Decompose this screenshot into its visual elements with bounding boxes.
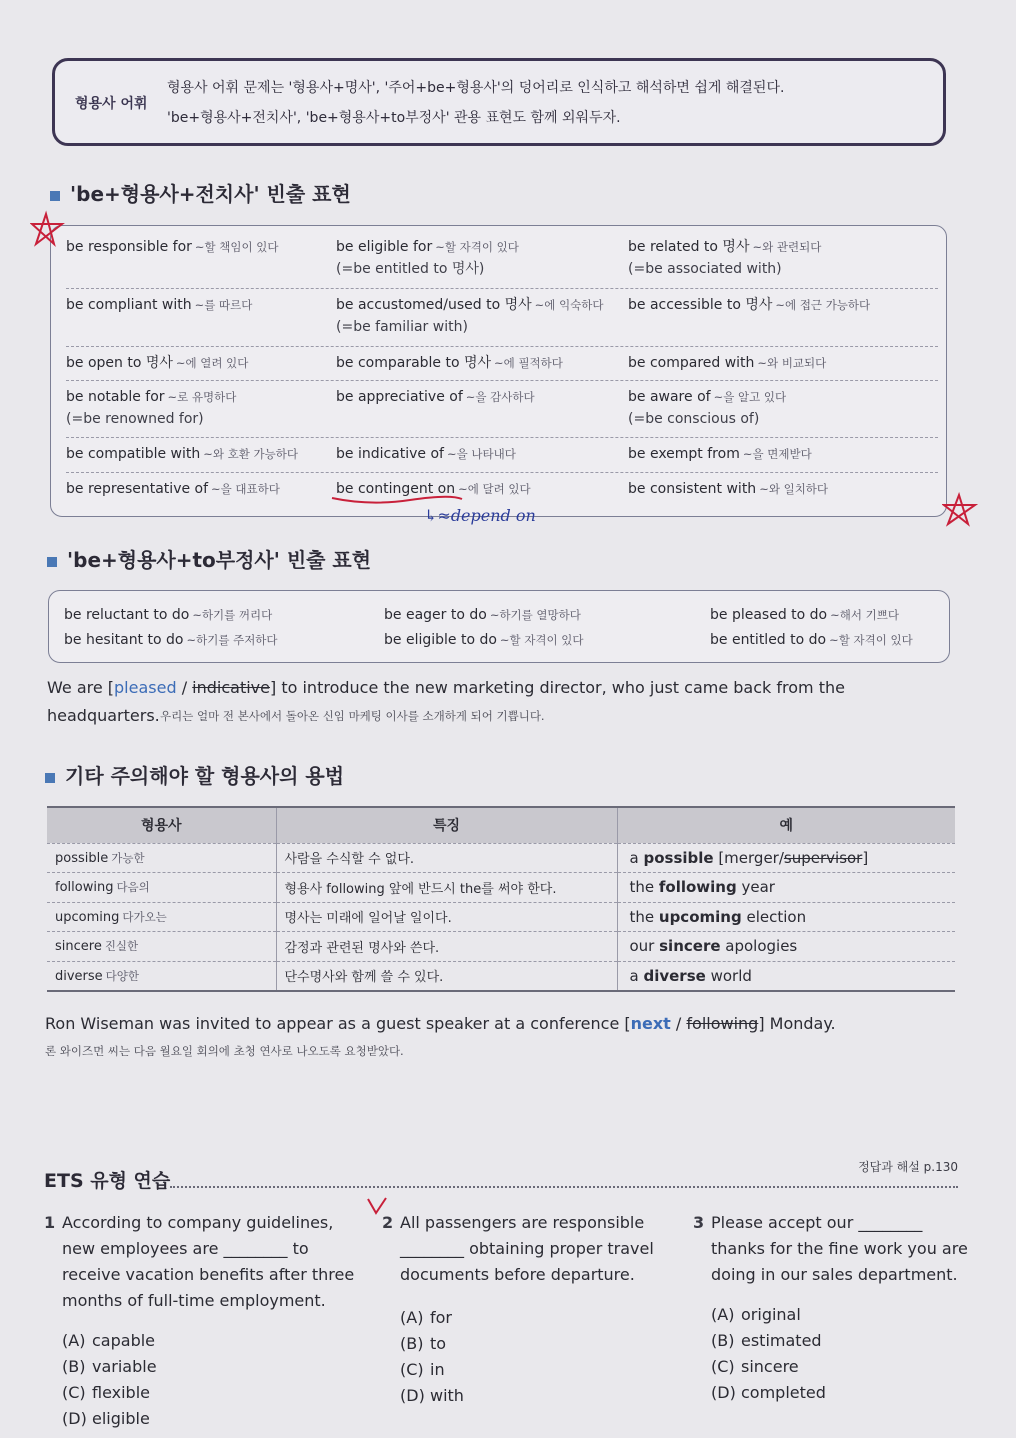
adjective-cell: diverse 다양한	[47, 961, 276, 991]
expression-english: be compatible with	[66, 446, 201, 462]
row-divider	[66, 437, 938, 438]
answer-option[interactable]: (A) original	[711, 1305, 801, 1324]
expression-english: be hesitant to do	[64, 632, 184, 648]
question-stem: According to company guidelines, new employees are ________ to receive vacation benefits after three months of full-time employment.	[62, 1213, 355, 1310]
expression-item	[66, 294, 252, 316]
question-3	[693, 1210, 968, 1402]
example-translation-2: 론 와이즈먼 씨는 다음 월요일 회의에 초청 연사로 나오도록 요청받았다.	[45, 1044, 404, 1058]
expression-korean: ~할 책임이 있다	[194, 240, 279, 254]
expression-korean: ~을 나타내다	[447, 447, 516, 461]
ets-title: ETS 유형 연습	[44, 1170, 171, 1192]
adjective-cell: following 다음의	[47, 873, 276, 903]
expression-item	[628, 443, 812, 465]
question-1	[44, 1210, 355, 1428]
expression-item	[336, 478, 531, 500]
section-title-adj-to: 'be+형용사+to부정사' 빈출 표현	[47, 544, 371, 573]
expression-item	[628, 236, 821, 280]
expression-item	[66, 443, 298, 465]
expression-korean: ~할 자격이 있다	[435, 240, 519, 254]
row-divider	[66, 472, 938, 473]
feature-cell: 형용사 following 앞에 반드시 the를 써야 한다.	[276, 873, 617, 903]
feature-cell: 감정과 관련된 명사와 쓴다.	[276, 932, 617, 962]
table-row	[47, 961, 955, 991]
expression-item	[710, 629, 913, 651]
expression-item	[628, 294, 870, 316]
ets-divider	[170, 1186, 958, 1188]
expression-english: be aware of	[628, 389, 711, 405]
expression-korean: ~하기를 주저하다	[186, 633, 278, 647]
answer-option[interactable]: (C) flexible	[62, 1383, 150, 1402]
question-number: 3	[693, 1213, 705, 1232]
expression-item	[336, 352, 563, 374]
feature-cell: 단수명사와 함께 쓸 수 있다.	[276, 961, 617, 991]
expression-item	[336, 386, 535, 408]
adj-to-box	[48, 590, 950, 663]
feature-cell: 명사는 미래에 일어날 일이다.	[276, 902, 617, 932]
expression-korean: ~할 자격이 있다	[499, 633, 584, 647]
expression-korean: ~하기를 꺼리다	[192, 608, 273, 622]
expression-item	[710, 604, 899, 626]
expression-korean: ~에 익숙하다	[534, 298, 604, 312]
expression-korean: ~와 비교되다	[757, 356, 827, 370]
example-cell: our sincere apologies	[617, 932, 955, 962]
expression-korean: ~로 유명하다	[167, 390, 237, 404]
expression-item	[384, 604, 581, 626]
expression-item	[66, 386, 236, 430]
expression-english: be exempt from	[628, 446, 740, 462]
expression-item	[336, 294, 604, 338]
adjective-cell: upcoming 다가오는	[47, 902, 276, 932]
expression-item	[64, 629, 278, 651]
example-sentence-2: Ron Wiseman was invited to appear as a guest speaker at a conference [next / following] Monday.	[45, 1014, 836, 1033]
example-cell: a diverse world	[617, 961, 955, 991]
adjective-cell: possible 가능한	[47, 843, 276, 873]
answer-option[interactable]: (C) sincere	[711, 1357, 799, 1376]
intro-label: 형용사 어휘	[75, 96, 148, 112]
question-number: 1	[44, 1213, 56, 1232]
expression-english: be compliant with	[66, 297, 192, 313]
expression-korean: ~와 호환 가능하다	[203, 447, 298, 461]
example-cell: the upcoming election	[617, 902, 955, 932]
column-header-example: 예	[617, 807, 955, 843]
table-row	[47, 873, 955, 903]
answer-option[interactable]: (D) with	[400, 1386, 464, 1405]
intro-box	[52, 58, 946, 146]
answer-option[interactable]: (B) estimated	[711, 1331, 822, 1350]
answer-option[interactable]: (C) in	[400, 1360, 445, 1379]
answer-option[interactable]: (A) for	[400, 1308, 452, 1327]
question-number: 2	[382, 1213, 394, 1232]
expression-korean: ~와 일치하다	[759, 482, 829, 496]
row-divider	[66, 380, 938, 381]
square-bullet-icon	[50, 191, 60, 201]
column-header-feature: 특징	[276, 807, 617, 843]
expression-synonym: (=be entitled to 명사)	[336, 261, 485, 277]
example-cell: a possible [merger/supervisor]	[617, 843, 955, 873]
expression-korean: ~를 따르다	[194, 298, 253, 312]
answer-option[interactable]: (A) capable	[62, 1331, 156, 1350]
expression-korean: ~하기를 열망하다	[489, 608, 581, 622]
expression-english: be related to 명사	[628, 239, 750, 255]
intro-line-1: 형용사 어휘 문제는 '형용사+명사', '주어+be+형용사'의 덩어리로 인식하고 해석하면 쉽게 해결된다.	[167, 80, 785, 96]
answer-option[interactable]: (D) eligible	[62, 1409, 150, 1428]
adjective-usage-table	[47, 806, 955, 992]
question-stem: Please accept our ________ thanks for the fine work you are doing in our sales department.	[711, 1213, 968, 1284]
column-header-adjective: 형용사	[47, 807, 276, 843]
expression-english: be pleased to do	[710, 607, 828, 623]
row-divider	[66, 288, 938, 289]
expression-english: be reluctant to do	[64, 607, 190, 623]
table-row	[47, 932, 955, 962]
expression-english: be representative of	[66, 481, 209, 497]
answer-option[interactable]: (D) completed	[711, 1383, 826, 1402]
example-cell: the following year	[617, 873, 955, 903]
expression-korean: ~와 관련되다	[752, 240, 822, 254]
expression-english: be responsible for	[66, 239, 192, 255]
expression-item	[384, 629, 584, 651]
table-row	[47, 843, 955, 873]
row-divider	[66, 346, 938, 347]
question-2	[382, 1210, 654, 1405]
expression-synonym: (=be renowned for)	[66, 411, 204, 427]
section-title-adj-prep: 'be+형용사+전치사' 빈출 표현	[50, 178, 351, 207]
square-bullet-icon	[47, 557, 57, 567]
expression-korean: ~에 열려 있다	[175, 356, 249, 370]
expression-english: be notable for	[66, 389, 165, 405]
expression-korean: ~할 자격이 있다	[829, 633, 913, 647]
expression-korean: ~에 달려 있다	[458, 482, 531, 496]
answer-option[interactable]: (B) to	[400, 1334, 447, 1353]
feature-cell: 사람을 수식할 수 없다.	[276, 843, 617, 873]
section-title-other-adj: 기타 주의해야 할 형용사의 용법	[45, 760, 344, 789]
handwritten-note: ↳≈depend on	[424, 506, 536, 525]
intro-line-2: 'be+형용사+전치사', 'be+형용사+to부정사' 관용 표현도 함께 외워두자.	[167, 110, 621, 126]
expression-english: be eligible for	[336, 239, 433, 255]
expression-english: be appreciative of	[336, 389, 463, 405]
expression-korean: ~을 면제받다	[742, 447, 812, 461]
expression-korean: ~에 필적하다	[494, 356, 563, 370]
expression-english: be eligible to do	[384, 632, 497, 648]
example-sentence-1-line2: headquarters.	[47, 706, 160, 725]
expression-english: be accessible to 명사	[628, 297, 773, 313]
handwritten-star-icon	[942, 492, 978, 528]
example-sentence-1: We are [pleased / indicative] to introduce the new marketing director, who just came back from the	[47, 678, 845, 697]
expression-synonym: (=be associated with)	[628, 261, 782, 277]
square-bullet-icon	[45, 773, 55, 783]
table-row	[47, 902, 955, 932]
expression-item	[66, 236, 279, 258]
expression-english: be open to 명사	[66, 355, 173, 371]
expression-korean: ~을 감사하다	[465, 390, 535, 404]
adjective-cell: sincere 진실한	[47, 932, 276, 962]
expression-english: be consistent with	[628, 481, 757, 497]
expression-synonym: (=be familiar with)	[336, 319, 468, 335]
expression-korean: ~을 알고 있다	[713, 390, 787, 404]
answer-reference: 정답과 해설 p.130	[858, 1160, 958, 1174]
expression-english: be comparable to 명사	[336, 355, 492, 371]
expression-item	[628, 386, 786, 430]
expression-english: be compared with	[628, 355, 755, 371]
expression-korean: ~에 접근 가능하다	[775, 298, 871, 312]
expression-item	[66, 478, 280, 500]
expression-english: be entitled to do	[710, 632, 827, 648]
expression-item	[336, 443, 516, 465]
expression-english: be contingent on	[336, 481, 456, 497]
expression-english: be indicative of	[336, 446, 444, 462]
expression-item	[628, 478, 828, 500]
expression-synonym: (=be conscious of)	[628, 411, 760, 427]
question-stem: All passengers are responsible ________ obtaining proper travel documents before departure.	[400, 1213, 654, 1284]
expression-korean: ~해서 기쁘다	[830, 608, 899, 622]
expression-english: be accustomed/used to 명사	[336, 297, 532, 313]
expression-english: be eager to do	[384, 607, 487, 623]
example-translation-1: 우리는 얼마 전 본사에서 돌아온 신임 마케팅 이사를 소개하게 되어 기쁩니다.	[160, 709, 545, 723]
expression-item	[66, 352, 248, 374]
answer-option[interactable]: (B) variable	[62, 1357, 157, 1376]
expression-item	[336, 236, 519, 280]
expression-item	[628, 352, 826, 374]
expression-korean: ~을 대표하다	[211, 482, 280, 496]
expression-item	[64, 604, 272, 626]
